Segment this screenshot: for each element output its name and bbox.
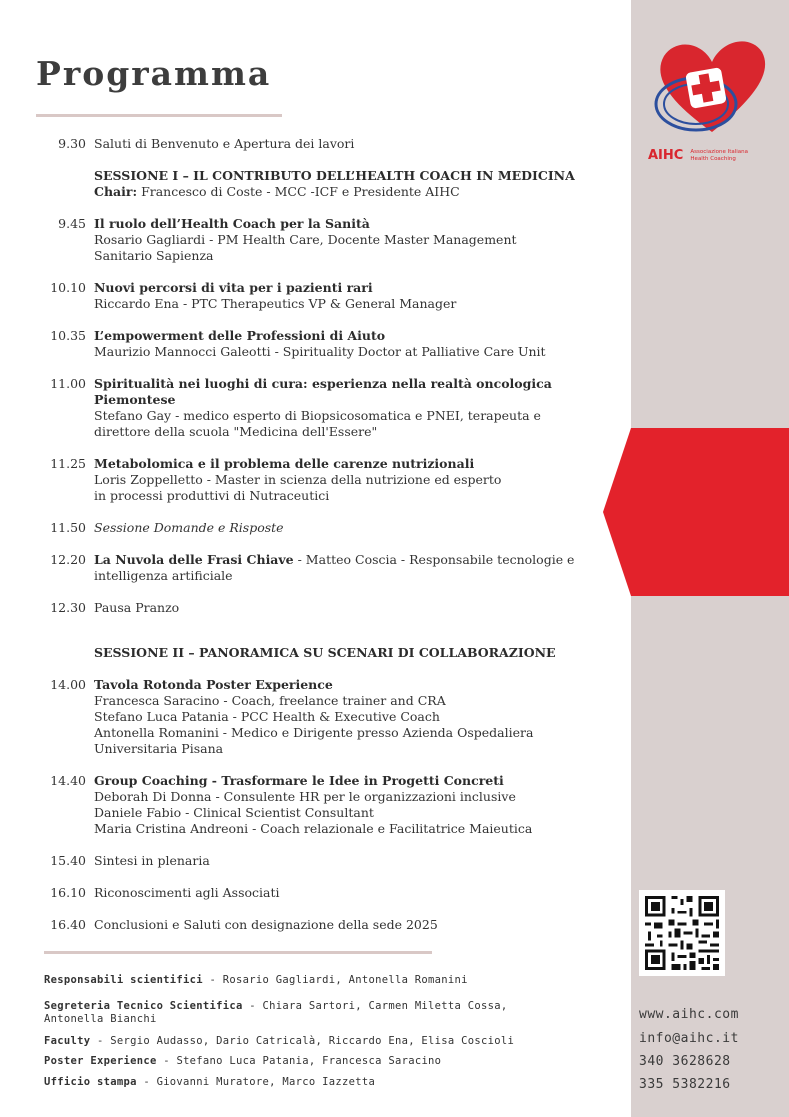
- credit-names: - Giovanni Muratore, Marco Iazzetta: [136, 1076, 376, 1088]
- program-line-text: SESSIONE II – PANORAMICA SU SCENARI DI COLLABORAZIONE: [94, 645, 556, 660]
- program-line: [94, 184, 614, 200]
- program-body: [94, 917, 614, 933]
- program-body: [94, 520, 614, 536]
- logo-wordmark: [648, 146, 768, 166]
- program-line: [94, 168, 614, 184]
- credit-names: - Stefano Luca Patania, Francesca Saracino: [156, 1055, 442, 1067]
- program-line-text: Sessione Domande e Risposte: [94, 520, 284, 535]
- credit-line: [44, 1035, 604, 1048]
- program-body: [94, 645, 614, 661]
- program-line-text: in processi produttivi di Nutraceutici: [94, 488, 330, 503]
- program-line: [94, 296, 614, 312]
- program-line: [94, 789, 614, 805]
- bottom-divider: [44, 951, 432, 954]
- program-line: [94, 568, 614, 584]
- program-line-text: Riconoscimenti agli Associati: [94, 885, 280, 900]
- program-body: [94, 853, 614, 869]
- program-line-text: Conclusioni e Saluti con designazione della sede 2025: [94, 917, 438, 932]
- program-body: [94, 168, 614, 200]
- program-line: [94, 248, 614, 264]
- program-line-text: Maria Cristina Andreoni - Coach relazionale e Facilitatrice Maieutica: [94, 821, 533, 836]
- logo-subtitle: Associazione Italiana Health Coaching: [690, 149, 749, 162]
- credit-names: - Sergio Audasso, Dario Catricalà, Riccardo Ena, Elisa Coscioli: [90, 1035, 515, 1047]
- program-time: 11.00: [50, 376, 86, 391]
- program-line: [94, 392, 614, 408]
- program-line-text: Stefano Luca Patania - PCC Health & Executive Coach: [94, 709, 440, 724]
- program-line: [94, 424, 614, 440]
- program-time: 9.30: [58, 136, 86, 151]
- program-line: [94, 520, 614, 536]
- program-line: [94, 488, 614, 504]
- program-time: 16.40: [50, 917, 86, 932]
- credit-label: Responsabili scientifici: [44, 974, 203, 986]
- program-line: [94, 709, 614, 725]
- program-line-text: SESSIONE I – IL CONTRIBUTO DELL’HEALTH COACH IN MEDICINA: [94, 168, 575, 183]
- program-line-text: Maurizio Mannocci Galeotti - Spirituality Doctor at Palliative Care Unit: [94, 344, 546, 359]
- program-line-text: Il ruolo dell’Health Coach per la Sanità: [94, 216, 370, 231]
- program-line: [94, 216, 614, 232]
- credit-line: [44, 1000, 604, 1026]
- program-line-text: Francesco di Coste - MCC -ICF e Presidente AIHC: [137, 184, 460, 199]
- program-time: 10.35: [50, 328, 86, 343]
- aihc-heart-logo-icon: [650, 32, 770, 142]
- program-body: [94, 773, 614, 837]
- program-line: [94, 677, 614, 693]
- program-line: [94, 821, 614, 837]
- program-time: 14.00: [50, 677, 86, 692]
- program-line-text: Group Coaching - Trasformare le Idee in Progetti Concreti: [94, 773, 504, 788]
- program-line-text: L’empowerment delle Professioni di Aiuto: [94, 328, 386, 343]
- program-line: [94, 408, 614, 424]
- credit-line: [44, 1076, 604, 1089]
- page-title: Programma: [36, 54, 272, 93]
- program-line-text: direttore della scuola "Medicina dell'Essere": [94, 424, 378, 439]
- program-line: [94, 456, 614, 472]
- contact-email[interactable]: info@aihc.it: [639, 1031, 739, 1046]
- credit-names: - Chiara Sartori, Carmen Miletta Cossa,: [242, 1000, 508, 1012]
- program-body: [94, 280, 614, 312]
- credit-names: - Rosario Gagliardi, Antonella Romanini: [202, 974, 468, 986]
- program-line-text: Spiritualità nei luoghi di cura: esperienza nella realtà oncologica: [94, 376, 552, 391]
- program-line: [94, 232, 614, 248]
- program-line: [94, 344, 614, 360]
- program-line-text: intelligenza artificiale: [94, 568, 233, 583]
- program-line: [94, 917, 614, 933]
- program-body: [94, 885, 614, 901]
- program-time: 11.50: [50, 520, 86, 535]
- program-body: [94, 376, 614, 440]
- program-time: 11.25: [50, 456, 86, 471]
- program-time: 14.40: [50, 773, 86, 788]
- program-line-text: Nuovi percorsi di vita per i pazienti rari: [94, 280, 373, 295]
- contact-phone-2: 335 5382216: [639, 1077, 731, 1092]
- program-line-text: Stefano Gay - medico esperto di Biopsicosomatica e PNEI, terapeuta e: [94, 408, 541, 423]
- credit-label: Faculty: [44, 1035, 91, 1047]
- program-line-label: Chair:: [94, 184, 138, 199]
- program-line-text: Sanitario Sapienza: [94, 248, 214, 263]
- title-divider: [36, 114, 282, 117]
- program-time: 12.20: [50, 552, 86, 567]
- program-body: [94, 600, 614, 616]
- program-line-text: Sintesi in plenaria: [94, 853, 210, 868]
- program-line: [94, 280, 614, 296]
- program-line-text: Universitaria Pisana: [94, 741, 224, 756]
- program-line: [94, 885, 614, 901]
- program-line-text: Metabolomica e il problema delle carenze nutrizionali: [94, 456, 475, 471]
- logo-name: AIHC: [648, 148, 684, 163]
- program-line-text: Deborah Di Donna - Consulente HR per le organizzazioni inclusive: [94, 789, 516, 804]
- program-line: [94, 773, 614, 789]
- program-line: [94, 693, 614, 709]
- program-line-label: La Nuvola delle Frasi Chiave: [94, 552, 294, 567]
- program-line-text: Piemontese: [94, 392, 176, 407]
- contact-phone-1: 340 3628628: [639, 1054, 731, 1069]
- program-line: [94, 600, 614, 616]
- program-line: [94, 472, 614, 488]
- program-line: [94, 725, 614, 741]
- contact-web[interactable]: www.aihc.com: [639, 1007, 739, 1022]
- credit-label: Poster Experience: [44, 1055, 157, 1067]
- credit-line: [44, 974, 604, 987]
- program-line: [94, 645, 614, 661]
- program-time: 10.10: [50, 280, 86, 295]
- credit-names-continued: Antonella Bianchi: [44, 1013, 157, 1025]
- program-time: 15.40: [50, 853, 86, 868]
- program-line-text: Loris Zoppelletto - Master in scienza della nutrizione ed esperto: [94, 472, 502, 487]
- program-line-text: Riccardo Ena - PTC Therapeutics VP & General Manager: [94, 296, 457, 311]
- program-line-text: Rosario Gagliardi - PM Health Care, Docente Master Management: [94, 232, 517, 247]
- program-line-text: Pausa Pranzo: [94, 600, 180, 615]
- program-body: [94, 677, 614, 757]
- program-line-text: Daniele Fabio - Clinical Scientist Consultant: [94, 805, 374, 820]
- program-line: [94, 328, 614, 344]
- credit-label: Ufficio stampa: [44, 1076, 137, 1088]
- program-line-text: Antonella Romanini - Medico e Dirigente presso Azienda Ospedaliera: [94, 725, 534, 740]
- program-line-text: - Matteo Coscia - Responsabile tecnologie e: [293, 552, 575, 567]
- program-time: 12.30: [50, 600, 86, 615]
- qr-code-icon: [639, 890, 725, 976]
- credit-line: [44, 1055, 604, 1068]
- program-body: [94, 456, 614, 504]
- program-body: [94, 216, 614, 264]
- program-line: [94, 853, 614, 869]
- program-line: [94, 741, 614, 757]
- credit-label: Segreteria Tecnico Scientifica: [44, 1000, 243, 1012]
- program-line: [94, 376, 614, 392]
- program-body: [94, 552, 614, 584]
- program-time: 16.10: [50, 885, 86, 900]
- program-line: [94, 136, 614, 152]
- program-time: 9.45: [58, 216, 86, 231]
- program-line-text: Tavola Rotonda Poster Experience: [94, 677, 333, 692]
- red-arrow-shape: [603, 428, 789, 596]
- program-line: [94, 552, 614, 568]
- program-line-text: Saluti di Benvenuto e Apertura dei lavori: [94, 136, 355, 151]
- program-line: [94, 805, 614, 821]
- program-line-text: Francesca Saracino - Coach, freelance trainer and CRA: [94, 693, 446, 708]
- program-body: [94, 136, 614, 152]
- program-body: [94, 328, 614, 360]
